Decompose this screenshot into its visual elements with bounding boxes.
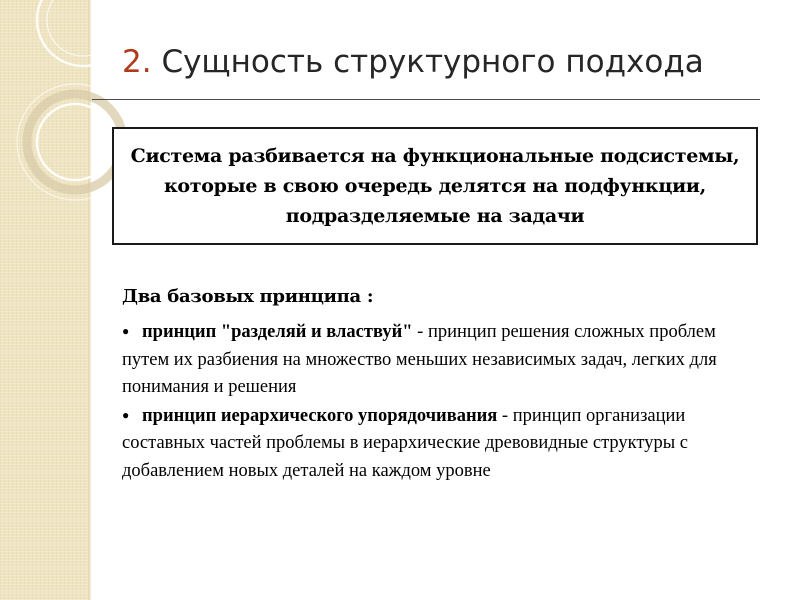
bullet-dot-icon: ● [122, 407, 130, 422]
principle-term: принцип "разделяй и властвуй" [142, 322, 413, 342]
principle-item [122, 318, 762, 402]
principles-list [122, 318, 762, 485]
principle-description: - принцип решения сложных проблем путем их разбиения на множество меньших независимых задач, легких для понимания и решения [122, 322, 717, 397]
principle-description: - принцип организации составных частей проблемы в иерархические древовидные структуры с добавлением новых деталей на каждом уровне [122, 405, 689, 481]
principles-heading: Два базовых принципа : [122, 286, 374, 307]
bullet-dot-icon: ● [122, 324, 130, 338]
principle-term: принцип иерархического упорядочивания [142, 405, 498, 426]
definition-text: Система разбивается на функциональные подсистемы, которые в свою очередь делятся на подфункции, подразделяемые на задачи [130, 145, 740, 227]
title-divider [92, 99, 760, 100]
principle-item [122, 402, 762, 486]
title-text: Сущность структурного подхода [161, 44, 704, 80]
slide-title [122, 44, 704, 80]
title-number: 2. [122, 44, 152, 80]
definition-box [112, 127, 758, 245]
